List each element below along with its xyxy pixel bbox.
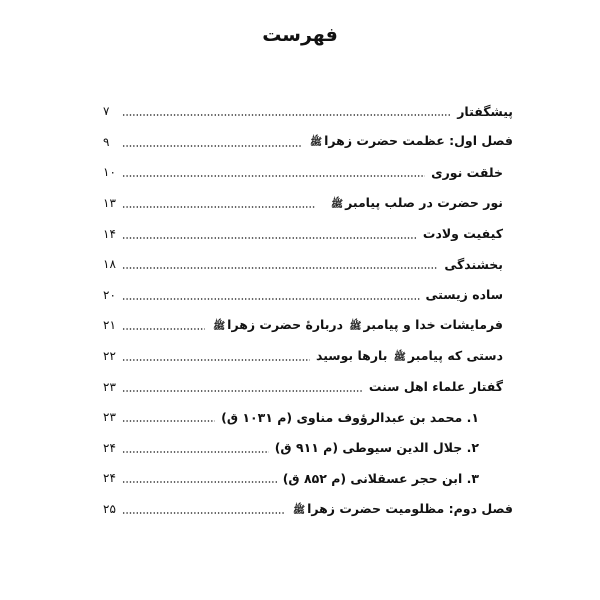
entry-title: فصل دوم: مظلومیت حضرت زهراﷺ: [292, 500, 513, 516]
toc-entry-manawi[interactable]: [103, 402, 513, 433]
toc-entry-chapter-2[interactable]: [103, 494, 513, 525]
page-number: ۲۵: [103, 502, 116, 517]
page-number: ۲۰: [103, 287, 116, 302]
page-number: ۱۴: [103, 226, 116, 241]
entry-title: کیفیت ولادت: [422, 226, 503, 242]
toc-entry-kissed-hand[interactable]: [103, 341, 513, 372]
page-number: ۹: [103, 134, 110, 149]
page-title: فهرست: [262, 24, 338, 46]
toc-entry-asqalani[interactable]: [103, 463, 513, 494]
honorific-glyph-icon: ﷺ: [310, 137, 323, 149]
toc-entry-birth[interactable]: [103, 218, 513, 249]
toc-entry-simple-living[interactable]: [103, 280, 513, 311]
entry-title: ۳. ابن حجر عسقلانی (م ۸۵۲ ق): [282, 470, 479, 486]
toc-entry-sunni-scholars[interactable]: [103, 371, 513, 402]
dot-leader: [122, 298, 420, 300]
dot-leader: [122, 328, 205, 330]
entry-title: ساده زیستی: [425, 287, 503, 303]
dot-leader: [122, 512, 285, 514]
page-number: ۱۰: [103, 165, 116, 180]
dot-leader: [122, 206, 315, 208]
toc-entry-generosity[interactable]: [103, 249, 513, 280]
honorific-glyph-icon: ﷺ: [393, 351, 406, 363]
page-number: ۲۳: [103, 410, 116, 425]
dot-leader: [122, 145, 302, 147]
toc-entry-suyuti[interactable]: [103, 433, 513, 464]
dot-leader: [122, 420, 215, 422]
entry-title: پیشگفتار: [457, 103, 513, 119]
toc-entry-light-in-prophet[interactable]: [103, 188, 513, 219]
entry-title: خلقت نوری: [431, 164, 503, 180]
entry-title: ۱. محمد بن عبدالرؤوف مناوی (م ۱۰۳۱ ق): [221, 409, 479, 425]
dot-leader: [122, 359, 310, 361]
toc-entry-preface[interactable]: [103, 96, 513, 127]
honorific-glyph-icon: ﷺ: [213, 320, 226, 332]
page-number: ۲۴: [103, 471, 116, 486]
toc-entry-chapter-1[interactable]: [103, 127, 513, 158]
dot-leader: [122, 114, 451, 116]
entry-title: ۲. جلال الدین سیوطی (م ۹۱۱ ق): [274, 440, 479, 456]
dot-leader: [122, 267, 438, 269]
page-number: ۲۲: [103, 349, 116, 364]
dot-leader: [122, 481, 277, 483]
entry-title: بخشندگی: [444, 256, 503, 272]
dot-leader: [122, 390, 363, 392]
dot-leader: [122, 237, 417, 239]
honorific-glyph-icon: ﷺ: [330, 198, 344, 210]
dot-leader: [122, 175, 425, 177]
entry-title: فصل اول: عظمت حضرت زهراﷺ: [310, 133, 513, 149]
page-number: ۱۳: [103, 196, 116, 211]
page-number: ۲۱: [103, 318, 116, 333]
page-number: ۱۸: [103, 257, 116, 272]
page-number: ۷: [103, 104, 110, 119]
dot-leader: [122, 451, 269, 453]
honorific-glyph-icon: ﷺ: [349, 320, 362, 332]
page-number: ۲۴: [103, 440, 116, 455]
toc-entry-light-creation[interactable]: [103, 157, 513, 188]
honorific-glyph-icon: ﷺ: [292, 504, 306, 516]
entry-title: نور حضرت در صلب پیامبرﷺ: [330, 194, 503, 210]
entry-title: گفتار علماء اهل سنت: [368, 379, 503, 395]
page-number: ۲۳: [103, 379, 116, 394]
table-of-contents: [103, 96, 513, 524]
entry-title: فرمایشات خدا و پیامبرﷺ دربارهٔ حضرت زهراﷺ: [213, 316, 503, 332]
entry-title: دستی که پیامبرﷺ بارها بوسید: [315, 347, 503, 363]
toc-entry-sayings[interactable]: [103, 310, 513, 341]
